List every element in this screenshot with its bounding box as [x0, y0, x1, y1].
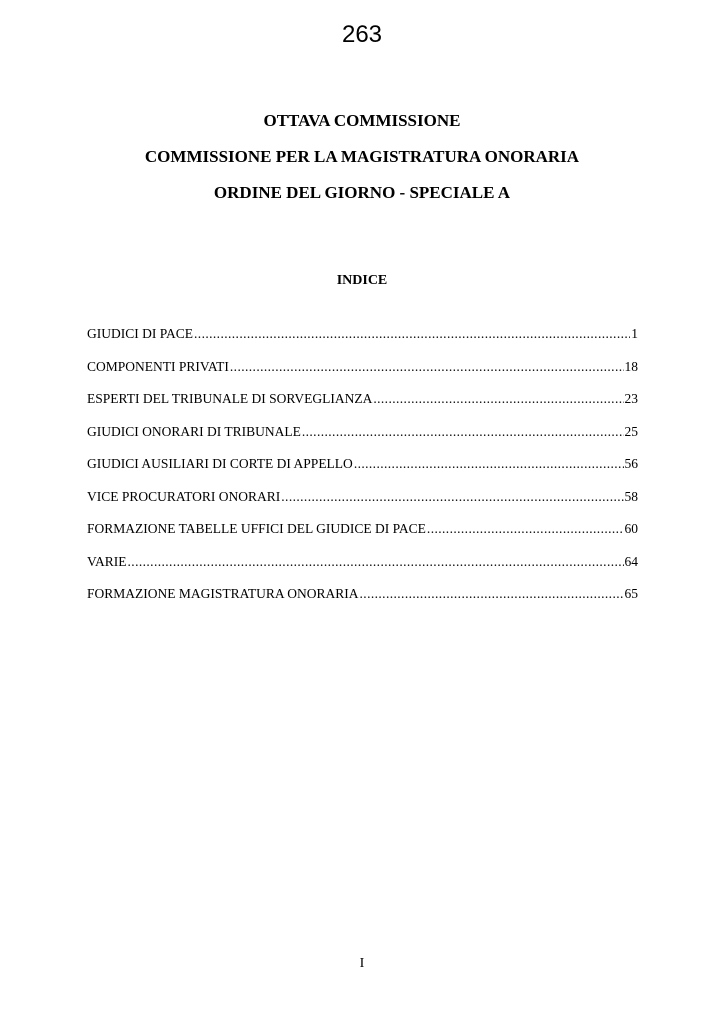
toc-dot-leader — [354, 455, 624, 473]
toc-entry-page: 58 — [624, 488, 638, 504]
toc-entry-page: 64 — [624, 553, 638, 569]
toc-entry-label: GIUDICI AUSILIARI DI CORTE DI APPELLO — [87, 456, 353, 471]
toc-entry-label: FORMAZIONE TABELLE UFFICI DEL GIUDICE DI PACE — [87, 521, 426, 536]
toc-dot-leader — [230, 358, 624, 376]
toc-entry-vice-procuratori-onorari[interactable] — [87, 488, 638, 521]
toc-entry-componenti-privati[interactable] — [87, 358, 638, 391]
toc-dot-leader — [373, 390, 623, 408]
toc-entry-page: 65 — [624, 586, 638, 601]
toc-entry-esperti-tribunale-sorveglianza[interactable] — [87, 390, 638, 423]
toc-entry-page: 56 — [624, 456, 638, 471]
commission-title: OTTAVA COMMISSIONE — [263, 111, 461, 130]
table-of-contents — [87, 325, 638, 618]
index-title: INDICE — [336, 273, 388, 288]
toc-entry-label: GIUDICI ONORARI DI TRIBUNALE — [87, 423, 301, 439]
toc-entry-giudici-ausiliari-corte-appello[interactable] — [87, 455, 638, 488]
toc-entry-label: ESPERTI DEL TRIBUNALE DI SORVEGLIANZA — [87, 391, 373, 406]
toc-entry-label: COMPONENTI PRIVATI — [87, 358, 229, 374]
toc-entry-label: GIUDICI DI PACE — [87, 326, 194, 341]
toc-dot-leader — [360, 585, 624, 603]
toc-entry-page: 18 — [624, 358, 638, 374]
toc-dot-leader — [302, 423, 624, 441]
page-number-top: 263 — [341, 21, 383, 48]
commission-subject-title: COMMISSIONE PER LA MAGISTRATURA ONORARIA — [144, 147, 580, 166]
toc-entry-formazione-tabelle-uffici[interactable] — [87, 520, 638, 553]
toc-dot-leader — [128, 553, 624, 571]
toc-entry-label: FORMAZIONE MAGISTRATURA ONORARIA — [87, 586, 359, 601]
toc-entry-formazione-magistratura-onoraria[interactable] — [87, 585, 638, 618]
toc-entry-page: 1 — [631, 326, 638, 341]
toc-entry-label: VARIE — [87, 553, 127, 569]
toc-entry-page: 60 — [624, 521, 638, 536]
toc-entry-page: 23 — [624, 391, 638, 406]
toc-dot-leader — [194, 325, 630, 343]
toc-entry-page: 25 — [624, 423, 638, 439]
toc-entry-giudici-onorari-tribunale[interactable] — [87, 423, 638, 456]
toc-entry-varie[interactable] — [87, 553, 638, 586]
toc-entry-label: VICE PROCURATORI ONORARI — [87, 488, 281, 504]
agenda-title: ORDINE DEL GIORNO - SPECIALE A — [213, 183, 511, 202]
page-number-bottom: I — [359, 956, 365, 971]
toc-entry-giudici-di-pace[interactable] — [87, 325, 638, 358]
toc-dot-leader — [427, 520, 624, 538]
toc-dot-leader — [281, 488, 623, 506]
